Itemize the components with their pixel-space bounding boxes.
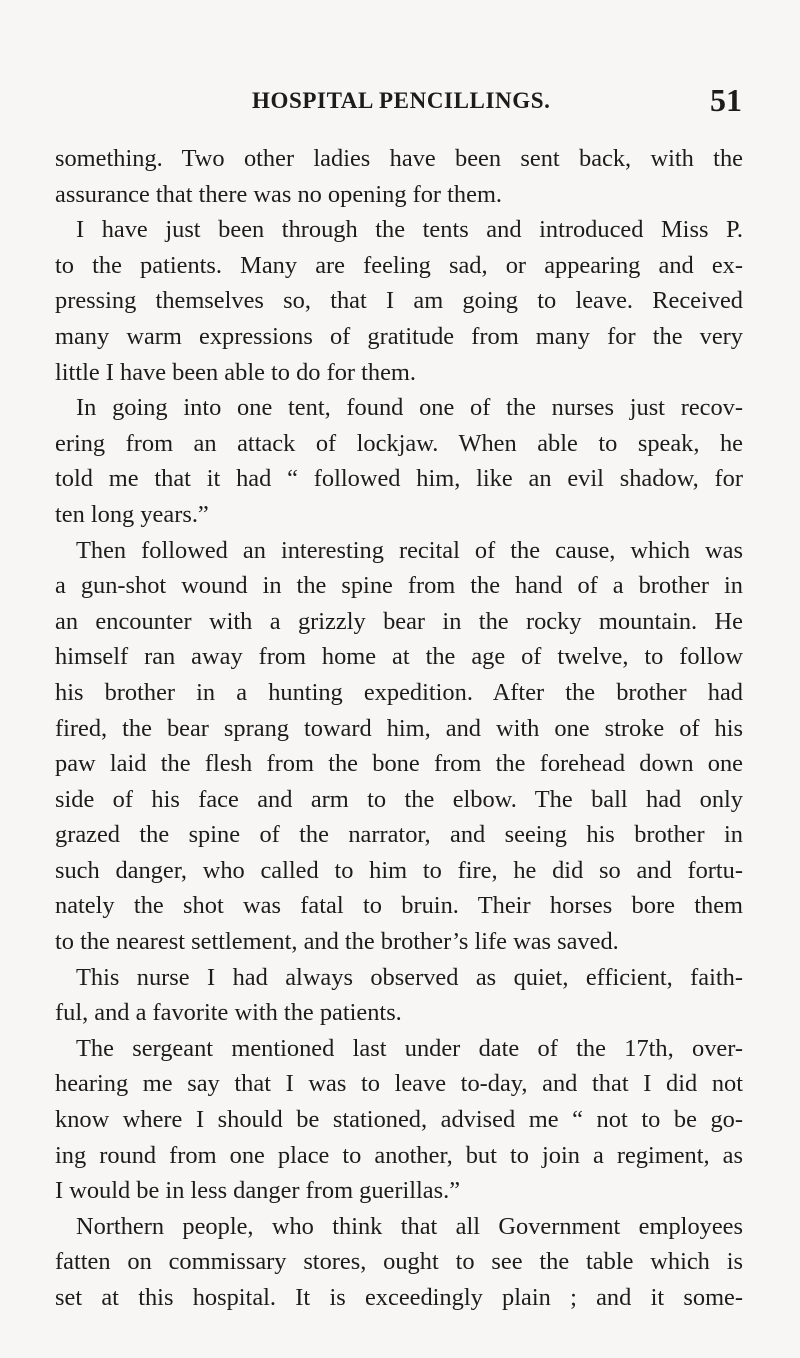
text-line: Then followed an interesting recital of the cause, which was [76,536,743,564]
page-number: 51 [710,82,742,118]
text-line: hearing me say that I was to leave to-day, and that I did not [55,1070,743,1098]
text-line: I would be in less danger from guerillas.” [55,1177,461,1205]
text-line: nately the shot was fatal to bruin. Their horses bore them [55,892,743,920]
text-line: fired, the bear sprang toward him, and with one stroke of his [55,714,743,742]
text-line: assurance that there was no opening for them. [55,180,503,208]
text-line: grazed the spine of the narrator, and seeing his brother in [55,821,743,849]
text-line: pressing themselves so, that I am going to leave. Received [55,287,743,315]
running-header [54,82,742,118]
text-line: In going into one tent, found one of the nurses just recov- [76,394,743,422]
body-text [55,141,743,1316]
text-line: side of his face and arm to the elbow. The ball had only [55,785,743,813]
text-line: The sergeant mentioned last under date of the 17th, over- [76,1034,743,1062]
text-line: know where I should be stationed, advised me “ not to be go- [55,1106,743,1134]
text-line: a gun-shot wound in the spine from the hand of a brother in [55,572,743,600]
text-line: such danger, who called to him to fire, he did so and fortu- [55,856,743,884]
text-line: I have just been through the tents and introduced Miss P. [76,216,743,244]
text-line: many warm expressions of gratitude from many for the very [55,322,743,350]
text-line: an encounter with a grizzly bear in the rocky mountain. He [55,607,743,635]
text-line: to the nearest settlement, and the brother’s life was saved. [55,928,619,956]
text-line: told me that it had “ followed him, like an evil shadow, for [55,465,743,493]
text-line: something. Two other ladies have been sent back, with the [55,145,743,172]
text-line: This nurse I had always observed as quiet, efficient, faith- [76,963,743,991]
text-line: ing round from one place to another, but to join a regiment, as [55,1141,743,1169]
text-line: little I have been able to do for them. [55,358,416,386]
text-line: himself ran away from home at the age of twelve, to follow [55,643,743,671]
running-title: HOSPITAL PENCILLINGS. [252,88,551,113]
text-line: ten long years.” [55,500,209,528]
text-line: set at this hospital. It is exceedingly plain ; and it some- [55,1284,743,1311]
text-line: ering from an attack of lockjaw. When able to speak, he [55,429,743,457]
text-line: his brother in a hunting expedition. After the brother had [55,678,743,706]
text-line: ful, and a favorite with the patients. [55,999,402,1027]
text-line: fatten on commissary stores, ought to see the table which is [55,1248,743,1276]
text-line: Northern people, who think that all Government employees [76,1212,743,1240]
text-line: to the patients. Many are feeling sad, or appearing and ex- [55,251,743,279]
text-line: paw laid the flesh from the bone from the forehead down one [55,750,743,778]
